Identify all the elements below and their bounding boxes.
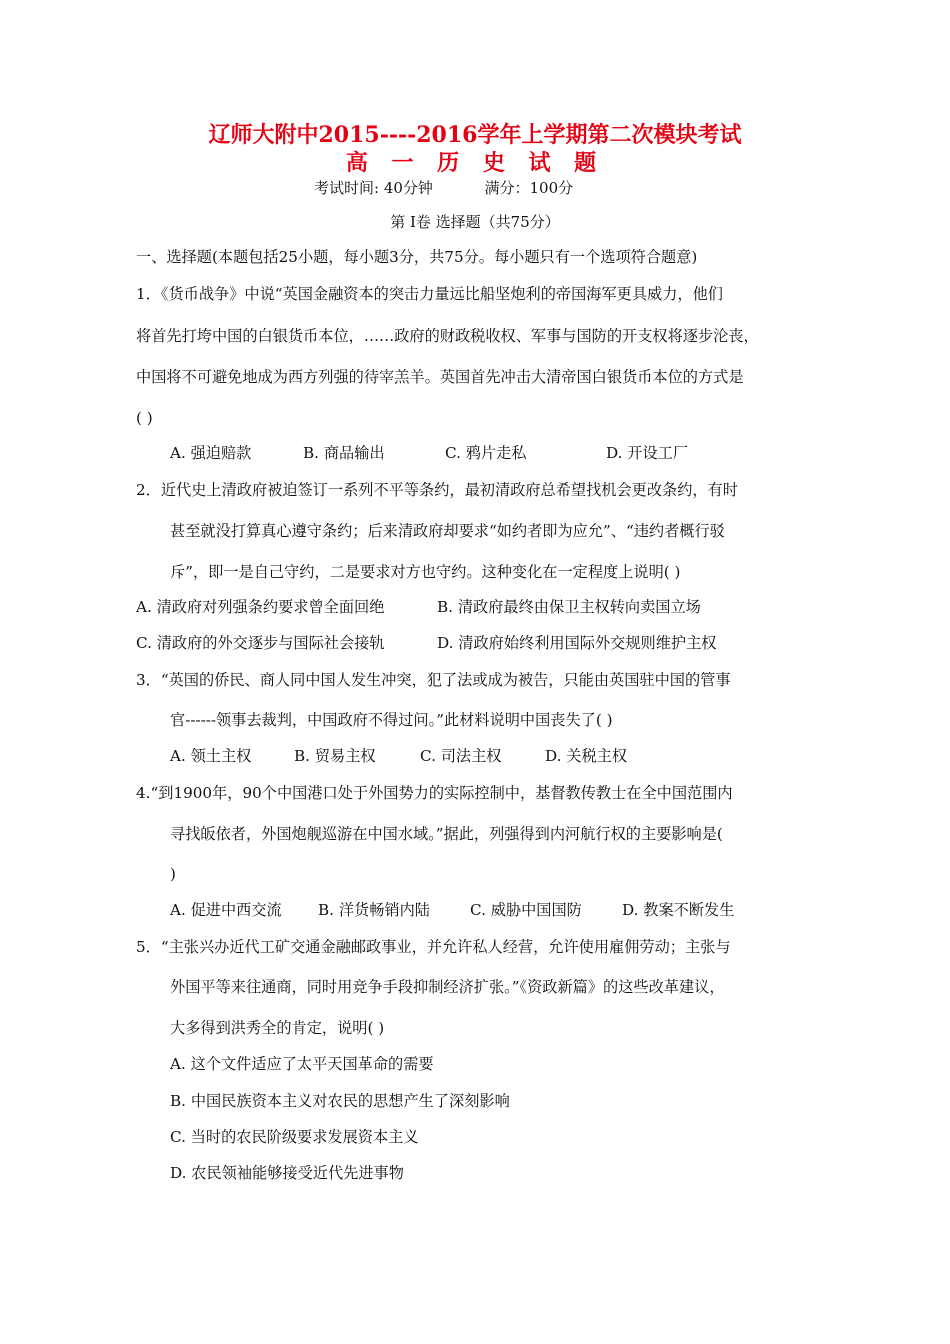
question-5-line: 大多得到洪秀全的肯定，说明( ) [170,1019,385,1037]
question-5-option-c: C. 当时的农民阶级要求发展资本主义 [170,1128,419,1146]
question-4-option-c: C. 威胁中国国防 [470,901,582,919]
question-2-line: 2．近代史上清政府被迫签订一系列不平等条约，最初清政府总希望找机会更改条约，有时 [136,481,738,499]
section-instructions: 一、选择题(本题包括25小题，每小题3分，共75分。每小题只有一个选项符合题意) [136,248,698,266]
question-2-line: 斥”，即一是自己守约，二是要求对方也守约。这种变化在一定程度上说明( ) [170,563,681,581]
question-3-line: 3．“英国的侨民、商人同中国人发生冲突，犯了法或成为被告，只能由英国驻中国的管事 [136,671,731,689]
question-2-option-b: B. 清政府最终由保卫主权转向卖国立场 [437,598,701,616]
question-1-option-c: C. 鸦片走私 [445,444,527,462]
question-5-option-b: B. 中国民族资本主义对农民的思想产生了深刻影响 [170,1092,510,1110]
question-4-option-d: D. 教案不断发生 [622,901,735,919]
section-title: 第 Ⅰ卷 选择题（共75分） [390,213,560,231]
exam-subtitle: 高 一 历 史 试 题 [345,150,605,176]
question-4-option-a: A. 促进中西交流 [170,901,282,919]
question-4-option-b: B. 洋货畅销内陆 [318,901,430,919]
question-5-line: 5．“主张兴办近代工矿交通金融邮政事业，并允许私人经营，允许使用雇佣劳动；主张与 [136,938,731,956]
question-1-line: ( ) [136,409,153,427]
question-1-option-b: B. 商品输出 [303,444,385,462]
question-2-option-c: C. 清政府的外交逐步与国际社会接轨 [136,634,385,652]
question-3-option-a: A. 领土主权 [170,747,252,765]
question-1-line: 1．《货币战争》中说“英国金融资本的突击力量远比船坚炮利的帝国海军更具威力，他们 [136,285,723,303]
exam-title: 辽师大附中2015----2016学年上学期第二次模块考试 [208,122,742,148]
question-4-line: 4.“到1900年，90个中国港口处于外国势力的实际控制中，基督教传教士在全中国范围内 [136,784,733,802]
question-1-line: 中国将不可避免地成为西方列强的待宰羔羊。英国首先冲击大清帝国白银货币本位的方式是 [136,368,744,386]
full-score: 满分：100分 [484,179,574,197]
question-5-option-a: A. 这个文件适应了太平天国革命的需要 [170,1055,434,1073]
question-3-option-d: D. 关税主权 [545,747,628,765]
question-5-option-d: D. 农民领袖能够接受近代先进事物 [170,1164,404,1182]
question-1-line: 将首先打垮中国的白银货币本位，……政府的财政税收权、军事与国防的开支权将逐步沦丧， [136,327,759,345]
question-3-line: 官------领事去裁判，中国政府不得过问。”此材料说明中国丧失了( ) [170,711,613,729]
question-3-option-b: B. 贸易主权 [294,747,376,765]
question-4-line: 寻找皈依者，外国炮舰巡游在中国水域。”据此，列强得到内河航行权的主要影响是( [170,825,723,843]
question-4-line: ) [170,865,176,883]
question-2-option-d: D. 清政府始终利用国际外交规则维护主权 [437,634,717,652]
exam-meta [314,181,573,196]
exam-time: 考试时间: 40分钟 [314,179,433,197]
question-5-line: 外国平等来往通商，同时用竞争手段抑制经济扩张。”《资政新篇》的这些改革建议， [170,978,725,996]
question-2-line: 甚至就没打算真心遵守条约；后来清政府却要求“如约者即为应允”、“违约者概行驳 [170,522,725,540]
question-1-option-d: D. 开设工厂 [606,444,689,462]
question-1-option-a: A. 强迫赔款 [170,444,252,462]
question-3-option-c: C. 司法主权 [420,747,502,765]
question-2-option-a: A. 清政府对列强条约要求曾全面回绝 [136,598,385,616]
